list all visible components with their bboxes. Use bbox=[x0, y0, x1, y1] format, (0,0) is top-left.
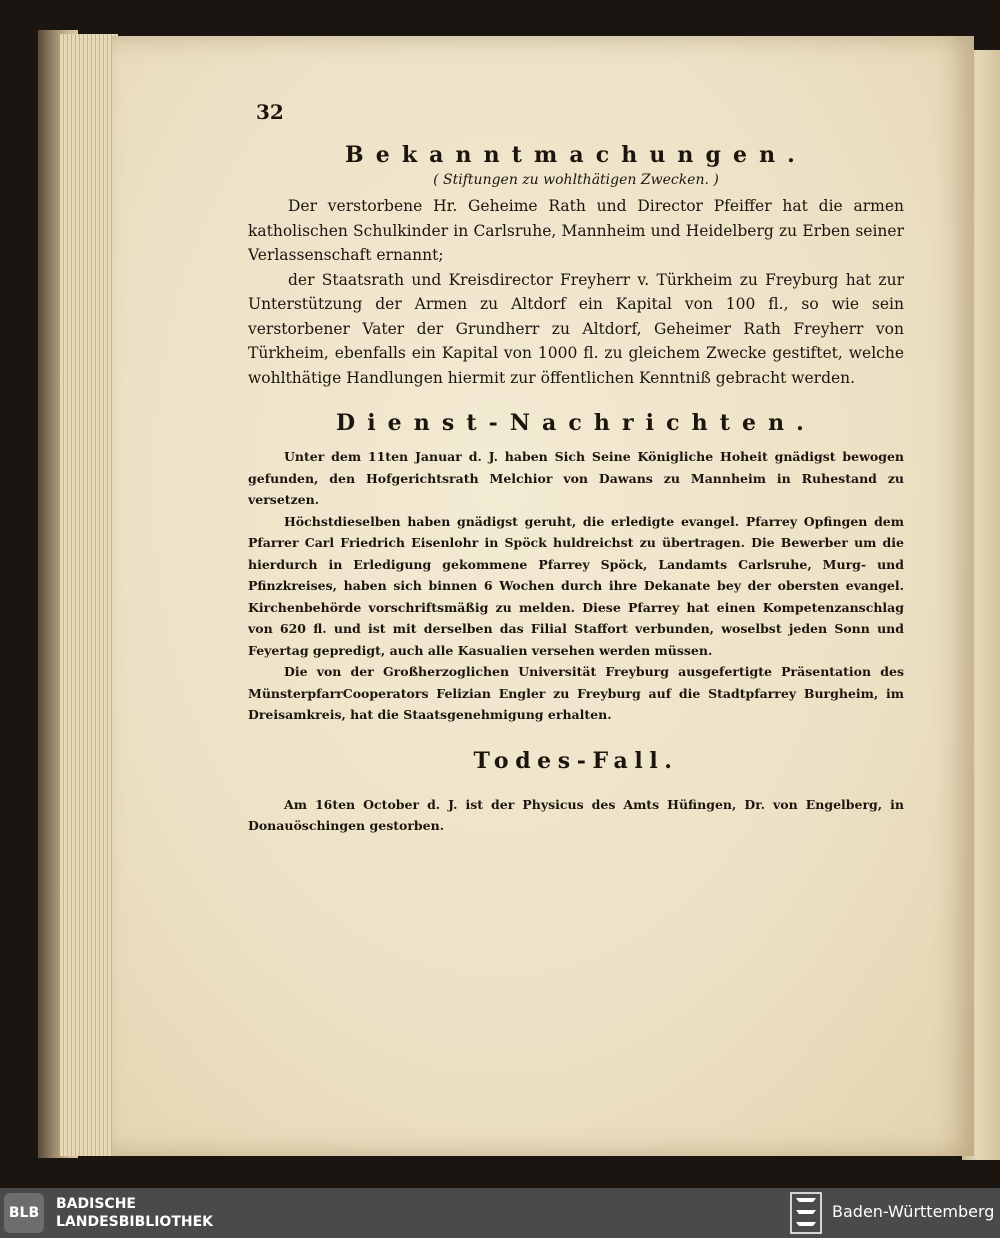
page-content bbox=[248, 100, 904, 837]
paragraph-engelberg: Am 16ten October d. J. ist der Physicus des Amts Hüfingen, Dr. von Engelberg, in Donauöschingen gestorben. bbox=[248, 796, 904, 833]
page-number: 32 bbox=[256, 100, 284, 124]
library-name-line2: LANDESBIBLIOTHEK bbox=[56, 1214, 214, 1230]
library-name-line1: BADISCHE bbox=[56, 1196, 136, 1212]
section-heading-dienst-nachrichten: Dienst-Nachrichten. bbox=[336, 410, 816, 436]
library-name[interactable] bbox=[56, 1195, 213, 1231]
blb-logo[interactable]: BLB bbox=[4, 1193, 44, 1233]
paragraph-engler: Die von der Großherzoglichen Universität Freyburg ausgefertigte Präsentation des MünsterpfarrCooperators Felizian Engler zu Freyburg auf die Stadtpfarrey Burgheim, im Dreisamkreis, hat die Staatsgenehmigung erhalten. bbox=[248, 664, 904, 722]
section-heading-bekanntmachungen: Bekanntmachungen. bbox=[345, 142, 807, 168]
section-heading-todes-fall: Todes-Fall. bbox=[473, 747, 679, 774]
footer-bar bbox=[0, 1188, 1000, 1238]
three-lions-emblem-icon bbox=[790, 1192, 822, 1234]
paragraph-pfeiffer: Der verstorbene Hr. Geheime Rath und Director Pfeiffer hat die armen katholischen Schulkinder in Carlsruhe, Mannheim und Heidelberg zu Erben seiner Verlassenschaft ernannt; bbox=[248, 197, 904, 264]
paragraph-dawans: Unter dem 11ten Januar d. J. haben Sich Seine Königliche Hoheit gnädigst bewogen gefunden, den Hofgerichtsrath Melchior von Dawans zu Mannheim in Ruhestand zu versetzen. bbox=[248, 449, 904, 507]
page-stack-edge bbox=[60, 34, 118, 1156]
section-subheading-stiftungen: ( Stiftungen zu wohlthätigen Zwecken. ) bbox=[433, 172, 719, 188]
state-name[interactable]: Baden-Württemberg bbox=[832, 1202, 995, 1221]
paragraph-tuerkheim: der Staatsrath und Kreisdirector Freyherr v. Türkheim zu Freyburg hat zur Unterstützung der Armen zu Altdorf ein Kapital von 100 fl., so wie sein verstorbener Vater der Grundherr zu Altdorf, Geheimer Rath Freyherr von Türkheim, ebenfalls ein Kapital von 1000 fl. zu gleichem Zwecke gestiftet, welche wohlthätige Handlungen hiermit zur öffentlichen Kenntniß gebracht werden. bbox=[248, 270, 904, 387]
paragraph-eisenlohr: Höchstdieselben haben gnädigst geruht, die erledigte evangel. Pfarrey Opfingen dem Pfarrer Carl Friedrich Eisenlohr in Spöck huldreichst zu übertragen. Die Bewerber um die hierdurch in Erledigung gekommene Pfarrey Spöck, Landamts Carlsruhe, Murg- und Pfinzkreises, haben sich binnen 6 Wochen durch ihre Dekanate bey der obersten evangel. Kirchenbehörde vorschriftsmäßig zu melden. Diese Pfarrey hat einen Kompetenzanschlag von 620 fl. und ist mit derselben das Filial Staffort verbunden, woselbst jeden Sonn und Feyertag gepredigt, auch alle Kasualien versehen werden müssen. bbox=[248, 513, 904, 658]
